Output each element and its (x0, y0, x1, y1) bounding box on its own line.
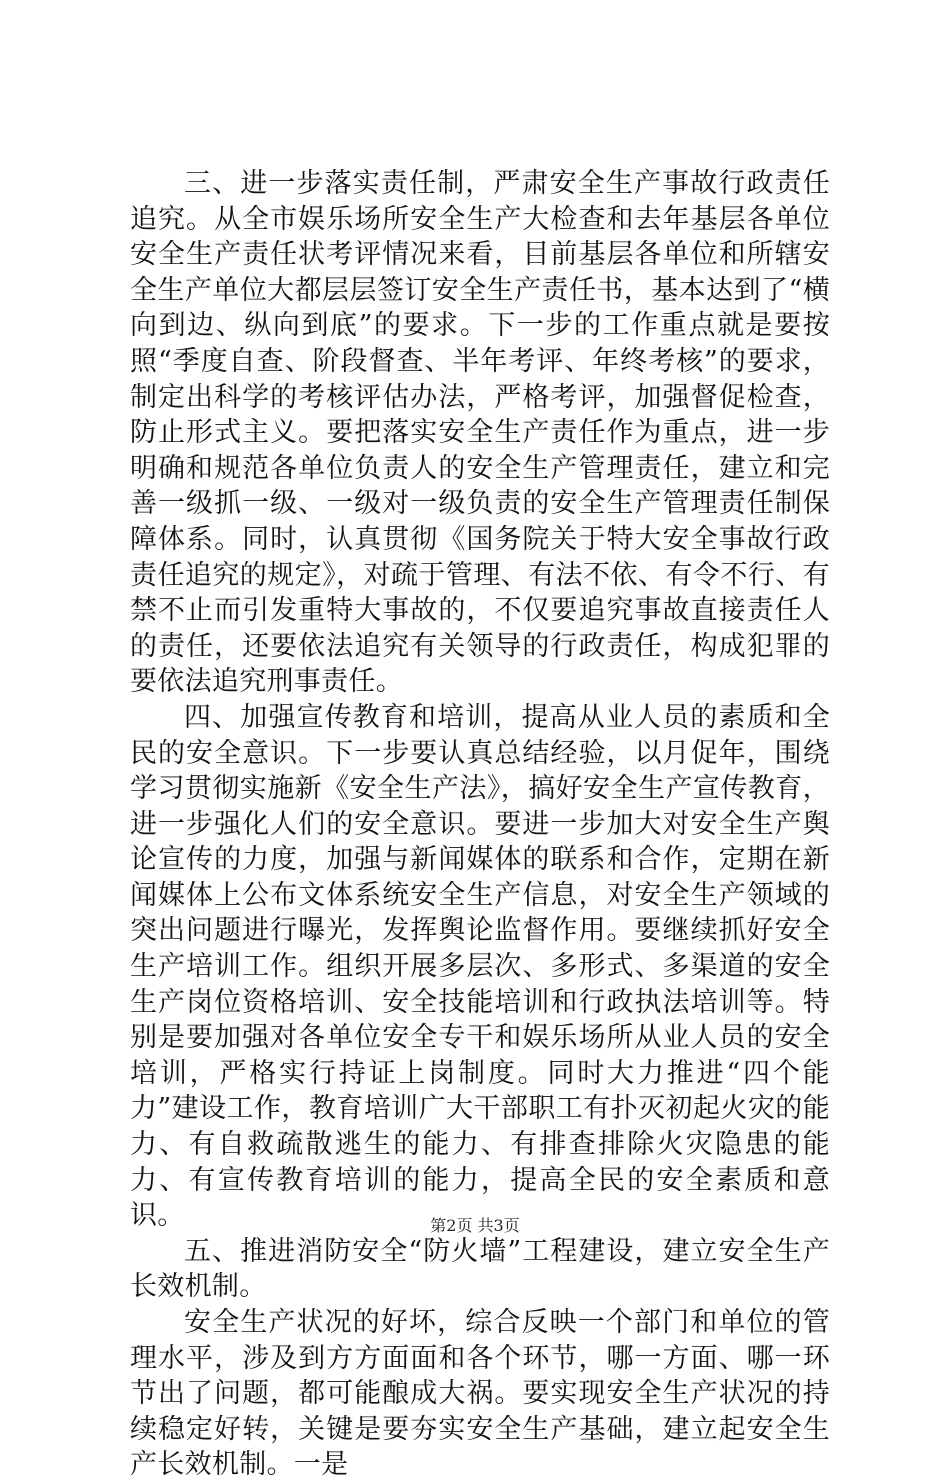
paragraph-section-5-heading: 五、推进消防安全“防火墙”工程建设，建立安全生产长效机制。 (130, 1235, 830, 1303)
paragraph-section-4: 四、加强宣传教育和培训，提高从业人员的素质和全民的安全意识。下一步要认真总结经验，以月促年，围绕学习贯彻实施新《安全生产法》，搞好安全生产宣传教育，进一步强化人们的安全意识。要进一步加大对安全生产舆论宣传的力度，加强与新闻媒体的联系和合作，定期在新闻媒体上公布文体系统安全生产信息，对安全生产领域的突出问题进行曝光，发挥舆论监督作用。要继续抓好安全生产培训工作。组织开展多层次、多形式、多渠道的安全生产岗位资格培训、安全技能培训和行政执法培训等。特别是要加强对各单位安全专干和娱乐场所从业人员的安全培训，严格实行持证上岗制度。同时大力推进“四个能力”建设工作，教育培训广大干部职工有扑灭初起火灾的能力、有自救疏散逃生的能力、有排查排除火灾隐患的能力、有宣传教育培训的能力，提高全民的安全素质和意识。 (130, 701, 830, 1232)
paragraph-section-3: 三、进一步落实责任制，严肃安全生产事故行政责任追究。从全市娱乐场所安全生产大检查和去年基层各单位安全生产责任状考评情况来看，目前基层各单位和所辖安全生产单位大都层层签订安全生产责任书，基本达到了“横向到边、纵向到底”的要求。下一步的工作重点就是要按照“季度自查、阶段督查、半年考评、年终考核”的要求，制定出科学的考核评估办法，严格考评，加强督促检查，防止形式主义。要把落实安全生产责任作为重点，进一步明确和规范各单位负责人的安全生产管理责任，建立和完善一级抓一级、一级对一级负责的安全生产管理责任制保障体系。同时，认真贯彻《国务院关于特大安全事故行政责任追究的规定》，对疏于管理、有法不依、有令不行、有禁不止而引发重特大事故的，不仅要追究事故直接责任人的责任，还要依法追究有关领导的行政责任，构成犯罪的要依法追究刑事责任。 (130, 168, 830, 698)
document-body (130, 166, 830, 1483)
page-number-footer: 第2页 共3页 (430, 1216, 520, 1235)
paragraph-section-5-body: 安全生产状况的好坏，综合反映一个部门和单位的管理水平，涉及到方方面面和各个环节，哪一方面、哪一环节出了问题，都可能酿成大祸。要实现安全生产状况的持续稳定好转，关键是要夯实安全生产基础，建立起安全生产长效机制。一是 (130, 1307, 830, 1481)
